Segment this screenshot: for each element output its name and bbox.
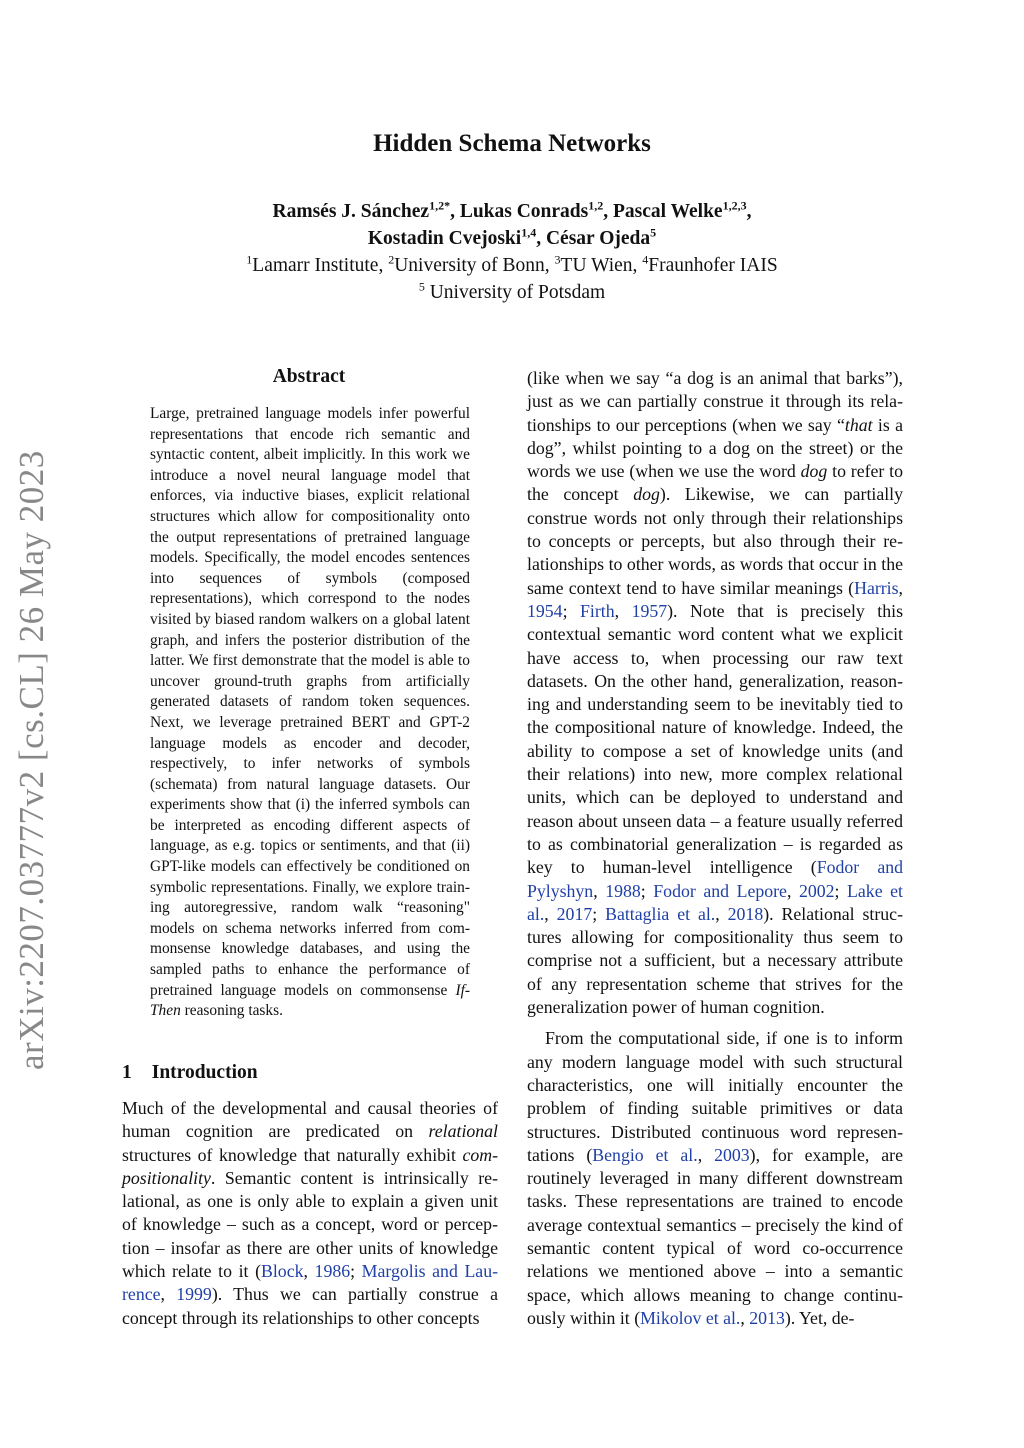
citation-link[interactable]: Lake et al. — [527, 880, 903, 924]
body-text: ), for example, are routinely leveraged in many different downstream tasks. These representations are trained to encode average contextual semantics – precisely the kind of semantic content typical of word co-occurrence relations we mentioned above – into a semantic space, which allows meaning to change continuously within it ( — [527, 1144, 903, 1328]
section-title: Introduction — [151, 1062, 258, 1083]
arxiv-identifier: arXiv:2207.03777v2 [cs.CL] 26 May 2023 — [12, 450, 51, 1070]
body-text: Much of the developmental and causal theories of human cognition are predicated on — [122, 1098, 498, 1142]
body-text: ). Thus we can partially construe a concept through its relationships to other concepts — [122, 1284, 498, 1328]
affiliation: TU Wien, — [560, 255, 643, 276]
author-affil-marker: 5 — [650, 225, 657, 240]
body-text: , — [303, 1261, 315, 1282]
citation-link[interactable]: 2002 — [798, 880, 835, 901]
citation-link[interactable]: Block — [261, 1261, 304, 1282]
intro-right-paragraph-1 — [527, 367, 903, 1019]
body-text: is a dog”, whilst pointing to a dog on the street) or the words we use (when we use the word — [527, 414, 903, 482]
body-text: , — [740, 1307, 750, 1328]
body-text: . Semantic content is intrinsically relational, as one is only able to explain a given unit of knowledge – such as a concept, word or perception – insofar as there are other units of knowledge which relate to it ( — [122, 1167, 498, 1282]
author-name: Ramsés J. Sánchez — [272, 201, 430, 222]
abstract-heading: Abstract — [272, 366, 346, 387]
body-emphasis: dog — [800, 461, 828, 482]
body-text: ; — [350, 1261, 362, 1282]
body-text: ). Relational structures allowing for compositionality thus seem to comprise not a sufficient, but a necessary attribute of any representation scheme that strives for the generalization power of human cognition. — [527, 903, 903, 1018]
citation-link[interactable]: 1988 — [605, 880, 641, 901]
affil-marker: 3 — [554, 252, 561, 267]
citation-link[interactable]: 2018 — [727, 903, 764, 924]
body-text: , — [544, 903, 557, 924]
body-text: , — [697, 1144, 715, 1165]
body-text: ; — [562, 600, 581, 621]
body-text: ; — [834, 880, 848, 901]
section-heading-introduction — [122, 1062, 258, 1084]
body-text: , — [786, 880, 799, 901]
paper-title: Hidden Schema Networks — [373, 130, 651, 157]
section-number: 1 — [122, 1062, 132, 1083]
body-emphasis: compositionality — [122, 1144, 498, 1188]
affiliation: University of Bonn, — [394, 255, 555, 276]
body-text: , — [160, 1284, 177, 1305]
body-text: to refer to the concept — [527, 461, 903, 505]
body-text: , — [593, 880, 606, 901]
body-emphasis: that — [844, 414, 873, 435]
citation-link[interactable]: Margolis and Laurence — [122, 1261, 499, 1305]
body-text: ). Yet, de- — [784, 1307, 855, 1328]
citation-link[interactable]: 2013 — [749, 1307, 785, 1328]
abstract-text: reasoning tasks. — [180, 1002, 283, 1020]
intro-right-column — [527, 367, 903, 1330]
body-text: ). Note that is precisely this contextual semantic word content what we explicit have access to, when processing our raw text datasets. On the other hand, generalization, reasoning and understanding seem to be inevitably tied to the compositional nature of knowledge. Indeed, the ability to compose a set of knowledge units (and their relations) into new, more complex relational units, which can be deployed to understand and reason about unseen data – a feature usually referred to as combinatorial generalization – is regarded as key to human-level intelligence ( — [527, 600, 903, 878]
citation-link[interactable]: 1986 — [314, 1261, 351, 1282]
citation-link[interactable]: 1957 — [631, 600, 668, 621]
author-affil-marker: 1,2,3 — [722, 198, 747, 213]
abstract-body — [150, 404, 470, 1022]
intro-left-paragraph — [122, 1097, 498, 1330]
citation-link[interactable]: Mikolov et al. — [640, 1307, 741, 1328]
citation-link[interactable]: Harris — [854, 577, 899, 598]
abstract-emphasis: If-Then — [150, 981, 470, 1020]
author-name: Kostadin Cvejoski — [367, 228, 522, 249]
affiliation: Lamarr Institute, — [252, 255, 389, 276]
author-line-1: Ramsés J. Sánchez$^{1,2*}$, Lukas Conrads$^{1,2}$, Pascal Welke$^{1,2,3}$, — [272, 198, 752, 222]
citation-link[interactable]: 1954 — [527, 600, 563, 621]
body-text: From the computational side, if one is to inform any modern language model with such structural characteristics, one will initially encounter the problem of finding suitable primitives or data structures. Distributed continuous word representations ( — [527, 1028, 903, 1165]
body-text: , — [614, 600, 632, 621]
citation-link[interactable]: Bengio et al. — [592, 1144, 698, 1165]
author-name: Lukas Conrads — [459, 201, 589, 222]
body-text: ; — [592, 903, 606, 924]
author-affil-marker: 1,2 — [588, 198, 604, 213]
affil-marker: 2 — [388, 252, 395, 267]
author-block — [0, 198, 1024, 306]
affiliations-line-2 — [0, 279, 1024, 306]
author-name: Pascal Welke — [613, 201, 723, 222]
citation-link[interactable]: 2003 — [714, 1144, 750, 1165]
citation-link[interactable]: Fodor and Lepore — [653, 880, 787, 901]
body-text: ; — [640, 880, 654, 901]
author-name: César Ojeda — [545, 228, 651, 249]
author-line-2: Kostadin Cvejoski$^{1,4}$, César Ojeda$^5$ — [367, 225, 657, 249]
body-emphasis: dog — [633, 484, 660, 505]
affiliation: University of Potsdam — [424, 282, 606, 303]
body-text: , — [715, 903, 728, 924]
affil-marker: 4 — [642, 252, 649, 267]
citation-link[interactable]: 2017 — [556, 903, 593, 924]
body-text: ). Likewise, we can partially construe words not only through their relationships to concepts or percepts, but also through their relationships to other words, as words that occur in the same context tend to have similar meanings ( — [527, 484, 903, 598]
affiliation: Fraunhofer IAIS — [648, 255, 778, 276]
body-text: (like when we say “a dog is an animal that barks”), just as we can partially construe it through its relationships to our perceptions (when we say “ — [527, 368, 903, 435]
author-affil-marker: 1,4 — [521, 225, 537, 240]
abstract-text: Large, pretrained language models infer powerful representations that encode rich semantic and syntactic content, albeit implicitly. In this work we introduce a novel neural language model that enforces, via inductive biases, explicit relational structures which allow for compositionality onto the output representations of pretrained language models. Specifically, the model encodes sentences into sequences of symbols (composed representations), which correspond to the nodes visited by biased random walkers on a global latent graph, and infers the posterior distribution of the latter. We first demonstrate that the model is able to uncover ground-truth graphs from artificially generated datasets of random token sequences. Next, we leverage pretrained BERT and GPT-2 language models as encoder and decoder, respectively, to infer networks of symbols (schemata) from natural language datasets. Our experiments show that (i) the inferred symbols can be interpreted as encoding different aspects of language, as e.g. topics or sentiments, and that (ii) GPT-like models can effectively be conditioned on symbolic representations. Finally, we explore training autoregressive, random walk “reasoning" models on schema networks inferred from commonsense knowledge databases, and using the sampled paths to enhance the performance of pretrained language models on commonsense — [150, 405, 470, 999]
citation-link[interactable]: Battaglia et al. — [605, 903, 716, 924]
author-affil-marker: 1,2* — [429, 198, 451, 213]
citation-link[interactable]: 1999 — [176, 1284, 212, 1305]
body-emphasis: relational — [428, 1121, 498, 1142]
body-text: structures of knowledge that naturally exhibit — [122, 1144, 463, 1165]
citation-link[interactable]: Firth — [580, 600, 615, 621]
affiliations-line-1 — [0, 252, 1024, 279]
affil-marker: 1 — [246, 252, 253, 267]
affil-marker: 5 — [418, 279, 425, 294]
intro-right-paragraph-2 — [527, 1027, 903, 1330]
citation-link[interactable]: Fodor and Pylyshyn — [527, 857, 903, 901]
body-text: , — [898, 577, 903, 598]
